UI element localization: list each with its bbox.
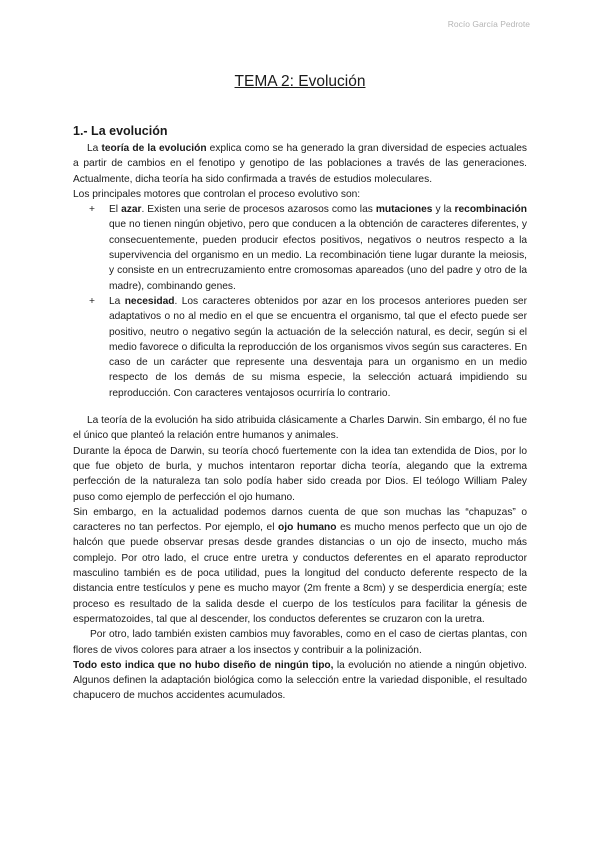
chapuzas-paragraph: Sin embargo, en la actualidad podemos darnos cuenta de que son muchas las “chapuzas” o caracteres no tan perfectos. Por ejemplo, el ojo humano es mucho menos perfecto que un ojo de halcón que puede observar presas desde grandes distancias o un ojo de insecto, mucho más complejo. Por otro lado, el cruce entre uretra y conductos deferentes en el aparato reproductor masculino también es de poca utilidad, pues la longitud del conducto deferente respecto de la distancia entre testículos y pene es mucho mayor (2m frente a 8cm) y se desperdicia energía; este proceso es resultado de la salida desde el cuerpo de los testículos para facilitar la génesis de espermatozoides, tal que al descender, los conductos deferentes se cruzaron con la uretra. [73,506,527,625]
key-term-evolution: teoría de la evolución [101,143,207,154]
flowers-paragraph: Por otro, lado también existen cambios muy favorables, como en el caso de ciertas plantas, con flores de vivos colores para atraer a los insectos y contribuir a la polinización. [73,629,527,656]
motors-intro: Los principales motores que controlan el proceso evolutivo son: [73,188,361,200]
intro-paragraph: La teoría de la evolución explica como se ha generado la gran diversidad de especies actuales a partir de cambios en el fenotipo y genotipo de las poblaciones a través de las generaciones. Actualmente, dicha teoría ha sido confirmada a través de estudios moleculares. [73,143,527,185]
bullet-marker: + [89,295,95,307]
motors-list [73,202,527,401]
list-item-azar: + El azar. Existen una serie de procesos azarosos como las mutaciones y la recombinación que no tienen ningún objetivo, pero que conducen a la obtención de caracteres diferentes, y consecuentemente, pueden producir efectos positivos, negativos o neutros respecto a la supervivencia del organismo en un medio. La recombinación tiene lugar durante la meiosis, y consiste en un entrecruzamiento entre cromosomas apareados (uno del padre y otro de la madre), combinando genes. [89,204,527,292]
document-body [73,123,527,704]
darwin-paragraph: La teoría de la evolución ha sido atribuida clásicamente a Charles Darwin. Sin embargo, él no fue el único que planteó la relación entre humanos y animales. [73,415,528,442]
page-title: TEMA 2: Evolución [234,73,366,90]
list-item-necesidad: + La necesidad. Los caracteres obtenidos por azar en los procesos anteriores pueden ser adaptativos o no al medio en el que se encuentra el organismo, tal que el efecto puede ser positivo, neutro o negativo según la actuación de la selección natural, es decir, según si el medio favorece o dificulta la reproducción de los organismos vivos según sus caracteres. En caso de un carácter que represente una desventaja para un organismo en un medio respecto de los demás de su misma especie, la selección actuará impidiendo su reproducción. Con caracteres ventajosos ocurriría lo contrario. [89,295,527,399]
conclusion-paragraph: Todo esto indica que no hubo diseño de ningún tipo, la evolución no atiende a ningún objetivo. Algunos definen la adaptación biológica como la selección entre la variedad disponible, el resultado chapucero de muchos accidentes acumulados. [73,659,527,702]
section-heading: 1.- La evolución [73,124,168,138]
bullet-marker: + [89,204,95,216]
darwin-era-paragraph: Durante la época de Darwin, su teoría chocó fuertemente con la idea tan extendida de Dios, por lo que fue objeto de burla, y muchos intentaron reportar dicha teoría, alegando que la extrema perfección de la naturaleza tan solo podía haber sido creada por Dios. El teólogo William Paley puso como ejemplo de perfección el ojo humano. [73,445,527,503]
author-name: Rocío García Pedrote [447,19,530,29]
